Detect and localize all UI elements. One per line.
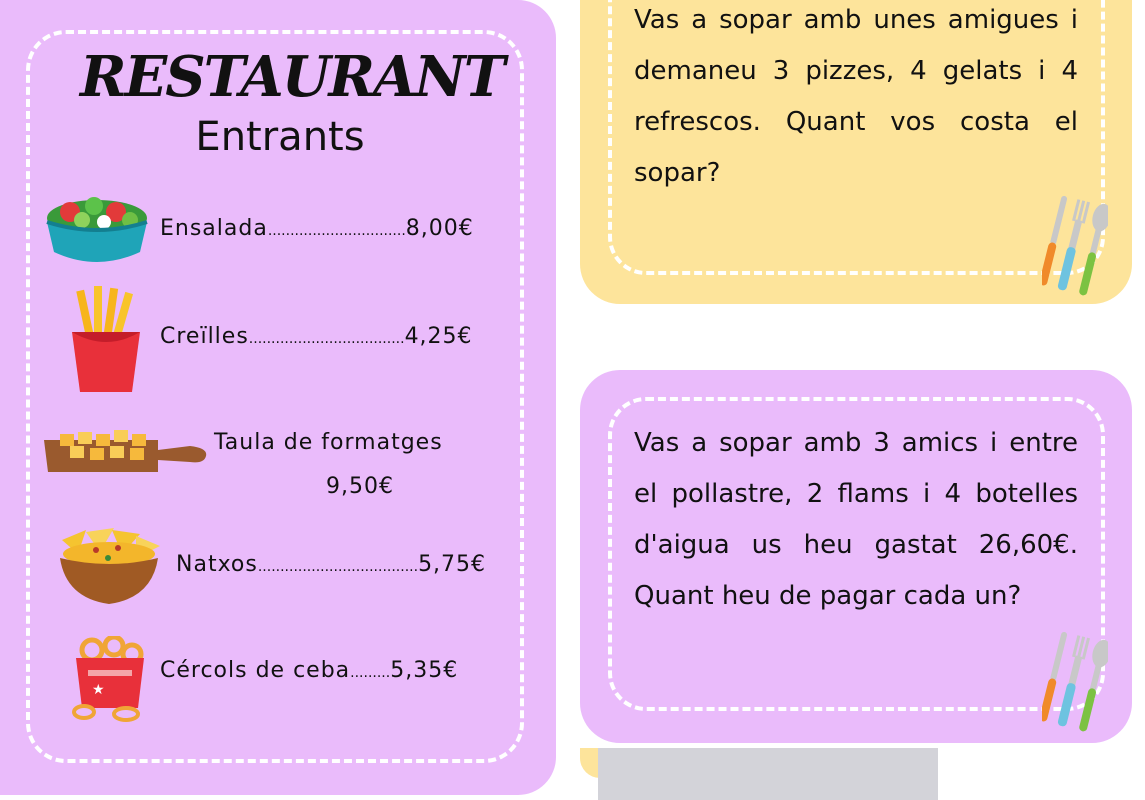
- cheese-board-icon: [40, 420, 210, 480]
- question-1-text: Vas a sopar amb unes amigues i demaneu 3 pizzes, 4 gelats i 4 refrescos. Quant vos costa el sopar?: [634, 5, 1078, 188]
- item-dots: ....................................: [257, 559, 419, 575]
- menu-item-salad: [160, 216, 474, 241]
- item-name: Creïlles: [160, 324, 249, 349]
- item-dots: ...................................: [248, 331, 405, 347]
- menu-card: [0, 0, 556, 795]
- item-name: Cércols de ceba: [160, 658, 351, 683]
- item-price: 5,75€: [418, 552, 487, 577]
- fries-icon: [68, 284, 144, 396]
- menu-subtitle: Entrants: [195, 114, 365, 160]
- cutlery-icon: [1042, 632, 1108, 732]
- question-card-1: [580, 0, 1132, 304]
- menu-title: RESTAURANT: [80, 44, 504, 110]
- item-name: Natxos: [176, 552, 258, 577]
- item-name: Taula de formatges: [214, 430, 443, 455]
- svg-text:★: ★: [92, 682, 105, 698]
- item-dots: .........: [350, 665, 391, 681]
- item-price: 8,00€: [405, 216, 474, 241]
- menu-item-onion-rings: [160, 658, 458, 683]
- onion-rings-icon: [64, 636, 154, 722]
- item-price: 9,50€: [326, 474, 394, 499]
- menu-item-cheese-board-price: [326, 474, 394, 499]
- question-card-2: [580, 370, 1132, 743]
- question-2-text: Vas a sopar amb 3 amics i entre el pollastre, 2 flams i 4 botelles d'aigua us heu gastat 26,60€. Quant heu de pagar cada un?: [634, 428, 1078, 611]
- menu-item-fries: [160, 324, 473, 349]
- item-price: 4,25€: [404, 324, 473, 349]
- menu-item-nachos: [176, 552, 486, 577]
- grey-overlay-bar: [598, 748, 938, 800]
- item-dots: ...............................: [267, 223, 406, 239]
- nachos-icon: [56, 528, 162, 608]
- item-name: Ensalada: [160, 216, 268, 241]
- item-price: 5,35€: [390, 658, 459, 683]
- menu-item-cheese-board: [214, 430, 443, 455]
- cutlery-icon: [1042, 196, 1108, 296]
- salad-icon: [42, 190, 152, 270]
